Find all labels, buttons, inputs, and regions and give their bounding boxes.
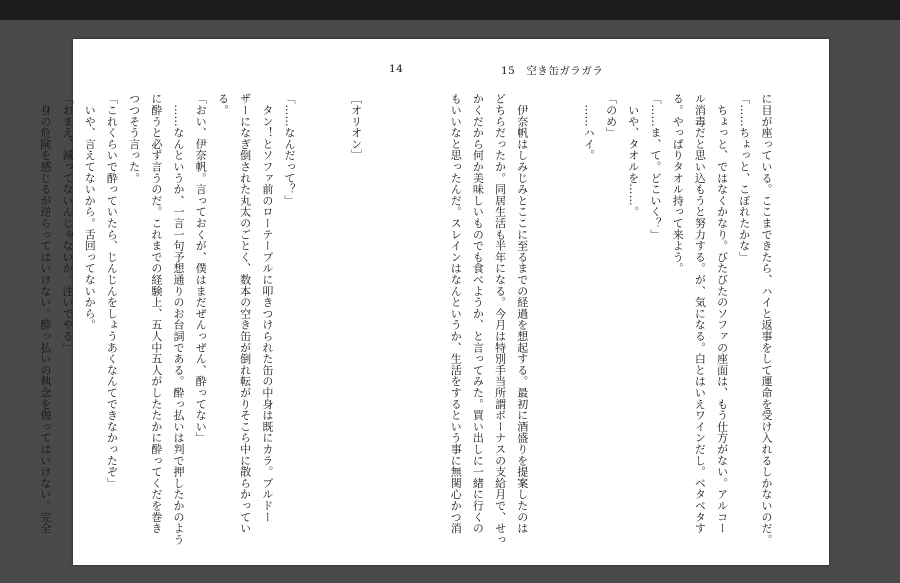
text-line: かくだから何か美味しいものでも食べようか、と言ってみた。買い出しに一緒に行くの xyxy=(471,93,485,534)
text-line: 身の危険を感じるが逆らってはいけない。酔っ払いの執念を侮ってはいけない。完全 xyxy=(38,93,52,534)
text-line: 「これくらいで酔っていたら、じんじんをしょうあくなんてできなかったぞ」 xyxy=(105,93,119,489)
left-page-folio: 14 xyxy=(389,63,404,75)
text-line xyxy=(367,93,389,523)
text-line: 「……なんだって？」 xyxy=(283,93,297,206)
text-line: ……ハイ。 xyxy=(582,93,596,161)
book-spread xyxy=(38,39,829,565)
text-line: もいいなと思ったんだ。スレインはなんというか、生活をするという事に無関心かつ消 xyxy=(449,93,463,534)
text-line: どちらだったか。同居生活も半年になる。今月は特別手当所謂ボーナスの支給月で、せっ xyxy=(493,93,507,545)
text-line: 「おまえ、減ってないんじゃないか。注いでやる」 xyxy=(61,93,75,353)
text-line: いや、言えてないから。舌回ってないから。 xyxy=(83,93,97,331)
text-line: る。やっぱりタオル持って来よう。 xyxy=(671,93,685,274)
left-page-body xyxy=(34,93,411,545)
text-line: 伊奈帆はしみじみとここに至るまでの経過を想起する。最初に酒盛りを提案したのは xyxy=(515,93,529,534)
text-line: ちょっと、ではなくかなり。びたびたのソファの座面は、もう仕方がない。アルコー xyxy=(715,93,729,534)
text-line: 「のめ」 xyxy=(604,93,618,139)
text-line xyxy=(555,93,577,523)
text-line: 「おい、伊奈帆。言っておくが、僕はまだぜんっぜん、酔ってない」 xyxy=(194,93,208,444)
text-line xyxy=(389,93,411,523)
text-line: ……なんというか、一言一句予想通りのお台詞である。酔っ払いは判で押したかのよう xyxy=(172,93,186,545)
text-line xyxy=(533,93,555,523)
text-line: 「……ちょっと、こぼれたかな」 xyxy=(737,93,751,263)
text-line: に酔うと必ず言うのだ。これまでの経験上、五人中五人がしたたかに酔ってくだを巻き xyxy=(149,93,163,534)
text-line: タン！とソファ前のローテーブルに叩きつけられた缶の中身は既にカラ。ブルドー xyxy=(260,93,274,523)
text-line: いや、タオルを……。 xyxy=(626,93,640,218)
text-line: に目が座っている。ここまできたら、ハイと返事をして運命を受け入れるしかないのだ。 xyxy=(760,93,773,545)
text-line: ザーになぎ倒された丸太のごとく、数本の空き缶が倒れ転がりそこら中に散らかってい xyxy=(238,93,252,534)
right-page-folio: 15 空き缶ガラガラ xyxy=(501,65,604,77)
text-line: る。 xyxy=(216,93,230,116)
text-line xyxy=(300,93,322,523)
right-page xyxy=(451,39,829,565)
left-page xyxy=(38,39,451,565)
text-line: ル消毒だと思い込もうと努力する。が、気になる。白とはいえワインだし。ベタベタす xyxy=(693,93,707,534)
text-line: ［オリオン］ xyxy=(349,93,363,161)
text-line: つつそう言った。 xyxy=(127,93,141,184)
right-page-body xyxy=(444,93,777,545)
text-line: 「……ま、て。どこいく？」 xyxy=(648,93,662,240)
viewer-top-bar xyxy=(0,0,900,20)
text-line xyxy=(322,93,344,523)
